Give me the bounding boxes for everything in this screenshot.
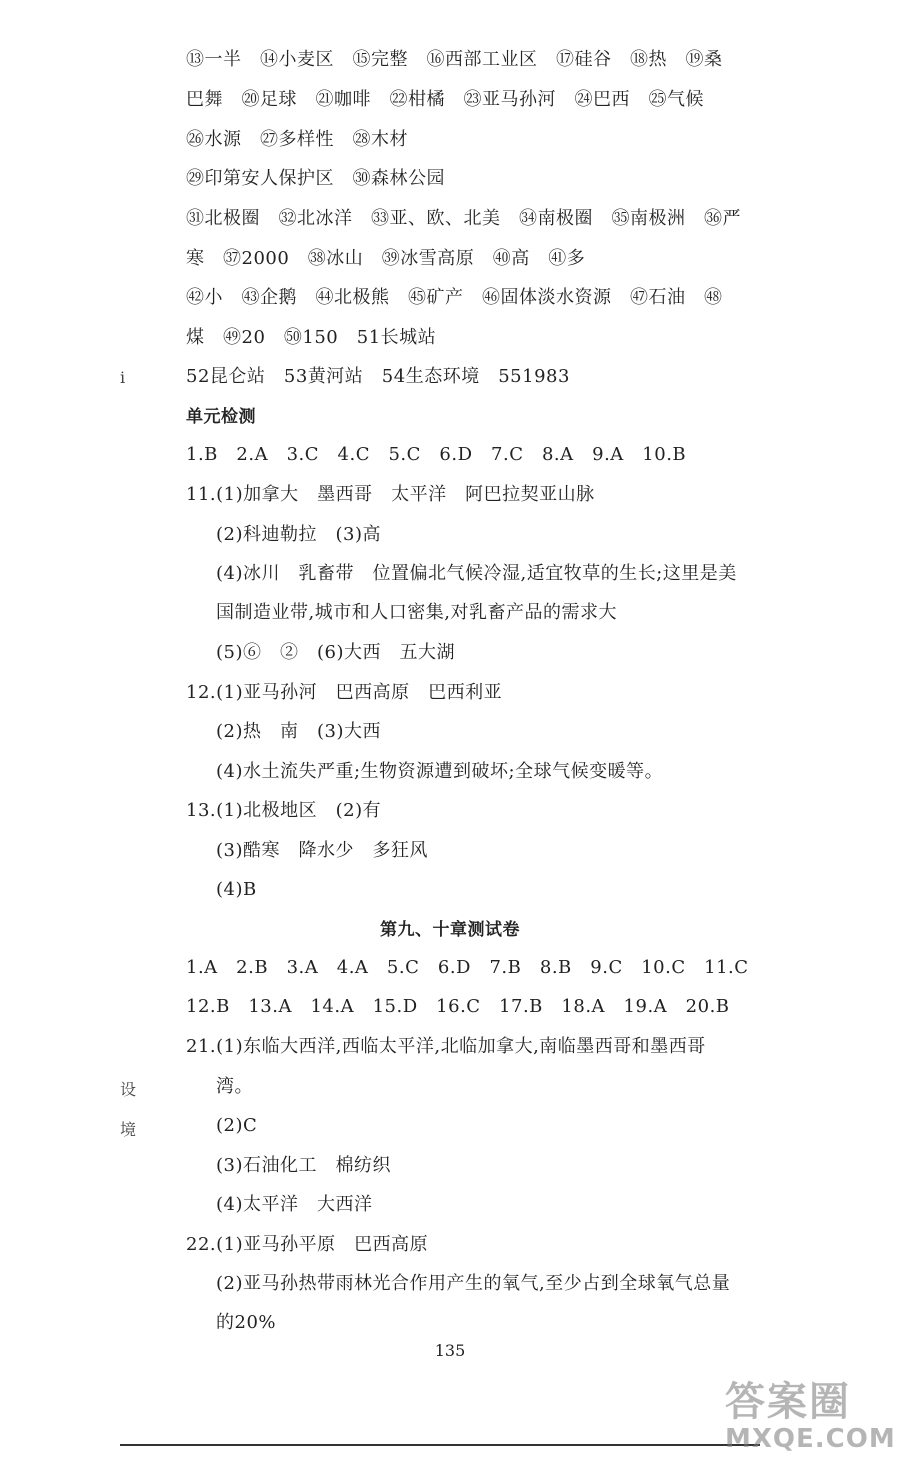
- watermark-chinese-text: 答案圈: [725, 1379, 851, 1425]
- margin-note-1: i: [120, 368, 126, 387]
- q21-part1b: 湾。: [216, 1076, 253, 1097]
- q13-part4: (4)B: [216, 879, 257, 900]
- q22-part2a: (2)亚马孙热带雨林光合作用产生的氧气,至少占到全球氧气总量: [216, 1273, 731, 1294]
- q12-part1: 12.(1)亚马孙河 巴西高原 巴西利亚: [186, 682, 503, 703]
- answer-line-6: 寒 ㊲2000 ㊳冰山 ㊴冰雪高原 ㊵高 ㊶多: [186, 248, 586, 269]
- q21-part1a: 21.(1)东临大西洋,西临太平洋,北临加拿大,南临墨西哥和墨西哥: [186, 1036, 706, 1057]
- q11-part1: 11.(1)加拿大 墨西哥 太平洋 阿巴拉契亚山脉: [186, 484, 595, 505]
- margin-note-3: 境: [120, 1120, 137, 1139]
- q21-part4: (4)太平洋 大西洋: [216, 1194, 373, 1215]
- answer-line-3: ㉖水源 ㉗多样性 ㉘木材: [186, 129, 408, 150]
- answer-line-5: ㉛北极圈 ㉜北冰洋 ㉝亚、欧、北美 ㉞南极圈 ㉟南极洲 ㊱严: [186, 208, 741, 229]
- answer-line-2: 巴舞 ⑳足球 ㉑咖啡 ㉒柑橘 ㉓亚马孙河 ㉔巴西 ㉕气候: [186, 89, 704, 110]
- q13-part3: (3)酷寒 降水少 多狂风: [216, 840, 428, 861]
- q22-part2b: 的20%: [216, 1312, 277, 1333]
- q11-part4a: (4)冰川 乳畜带 位置偏北气候冷湿,适宜牧草的生长;这里是美: [216, 563, 737, 584]
- q22-part1: 22.(1)亚马孙平原 巴西高原: [186, 1234, 429, 1255]
- chapter-choices-1: 1.A 2.B 3.A 4.A 5.C 6.D 7.B 8.B 9.C 10.C 11.C: [186, 957, 749, 978]
- answer-line-1: ⑬一半 ⑭小麦区 ⑮完整 ⑯西部工业区 ⑰硅谷 ⑱热 ⑲桑: [186, 49, 723, 70]
- margin-note-2: 设: [120, 1080, 137, 1099]
- watermark-url-text: MXQE.COM: [725, 1424, 896, 1454]
- answer-line-8: 煤 ㊾20 ㊿150 51长城站: [186, 327, 437, 348]
- q11-part2: (2)科迪勒拉 (3)高: [216, 524, 381, 545]
- q11-part5: (5)⑥ ② (6)大西 五大湖: [216, 642, 455, 663]
- answer-line-4: ㉙印第安人保护区 ㉚森林公园: [186, 168, 445, 189]
- answer-line-9: 52昆仑站 53黄河站 54生态环境 551983: [186, 366, 570, 387]
- q21-part3: (3)石油化工 棉纺织: [216, 1155, 391, 1176]
- q12-part4: (4)水土流失严重;生物资源遭到破坏;全球气候变暖等。: [216, 761, 664, 782]
- chapter-choices-2: 12.B 13.A 14.A 15.D 16.C 17.B 18.A 19.A 20.B: [186, 996, 730, 1017]
- unit-test-heading: 单元检测: [186, 407, 256, 427]
- unit-test-choices: 1.B 2.A 3.C 4.C 5.C 6.D 7.C 8.A 9.A 10.B: [186, 444, 687, 465]
- q11-part4b: 国制造业带,城市和人口密集,对乳畜产品的需求大: [216, 602, 617, 623]
- page-number: 135: [434, 1341, 466, 1360]
- footer-rule: [120, 1444, 760, 1446]
- watermark-logo: [725, 1379, 896, 1458]
- q21-part2: (2)C: [216, 1115, 258, 1136]
- q13-part1: 13.(1)北极地区 (2)有: [186, 800, 382, 821]
- answer-line-7: ㊷小 ㊸企鹅 ㊹北极熊 ㊺矿产 ㊻固体淡水资源 ㊼石油 ㊽: [186, 287, 723, 308]
- q12-part2: (2)热 南 (3)大西: [216, 721, 381, 742]
- chapter-test-heading: 第九、十章测试卷: [380, 920, 520, 940]
